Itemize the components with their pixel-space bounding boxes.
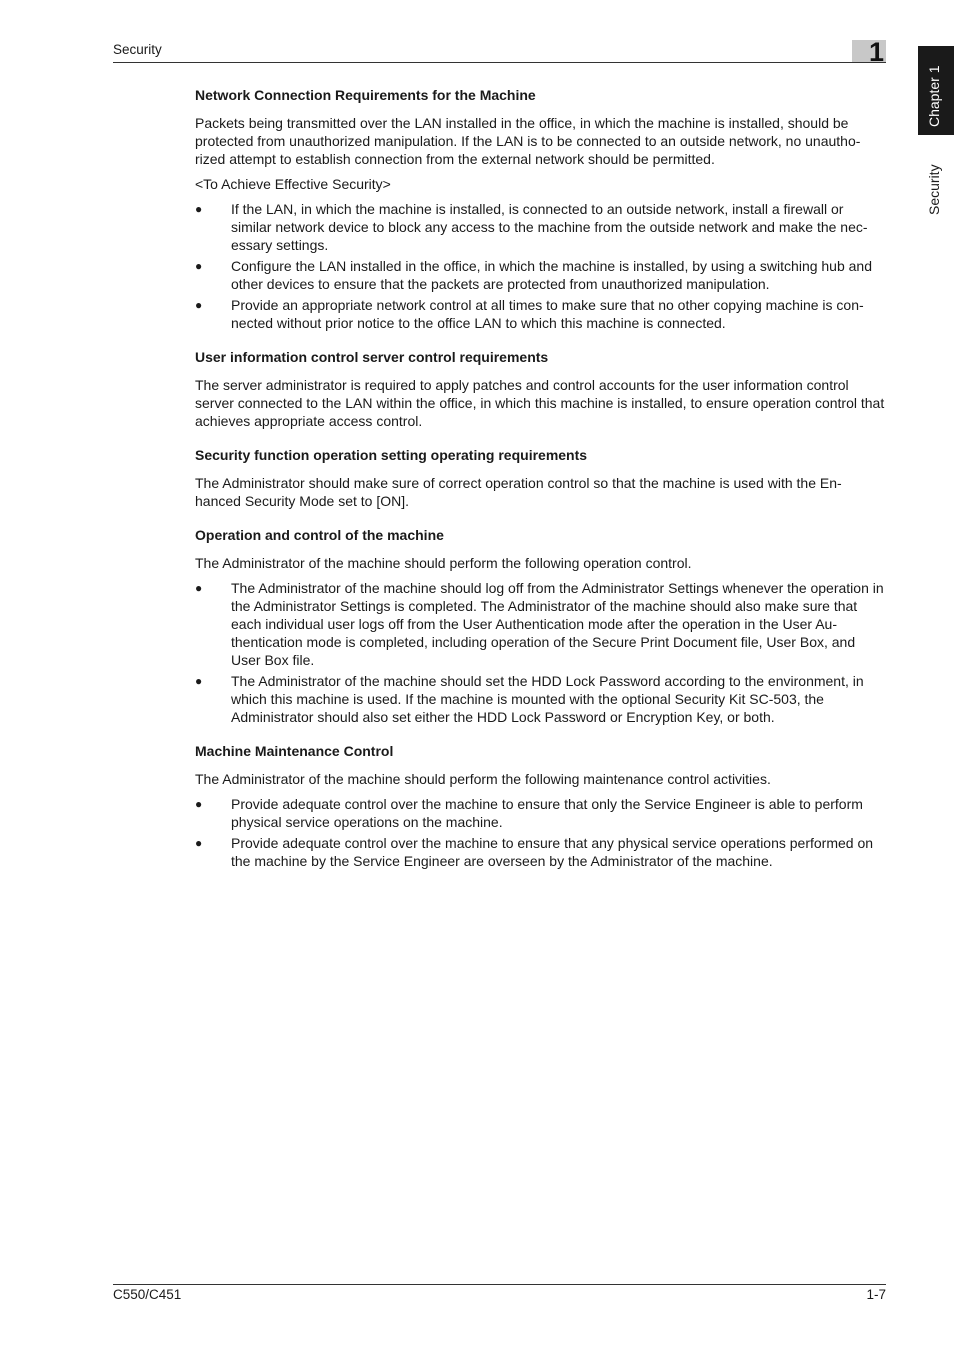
main-content [195, 86, 886, 873]
chapter-number: 1 [868, 37, 884, 67]
bullet-dot-icon: ● [195, 298, 203, 312]
bullet-dot-icon: ● [195, 674, 203, 688]
header-title: Security [113, 42, 162, 57]
bullet-item [195, 257, 886, 293]
bullet-text: Configure the LAN installed in the office, in which the machine is installed, by using a switching hub and other devices to ensure that the packets are protected from unauthorized manipulation. [231, 258, 873, 292]
body-paragraph: Packets being transmitted over the LAN installed in the office, in which the machine is installed, should be protected from unauthorized manipulation. If the LAN is to be connected to an outside network, no unautho-rized attempt to establish connection from the external network should be permitted. [195, 115, 861, 167]
bullet-text: If the LAN, in which the machine is installed, is connected to an outside network, install a firewall or similar network device to block any access to the machine from the outside network and make the nec-essary settings. [231, 201, 868, 253]
side-tab-chapter-label: Chapter 1 [926, 65, 942, 127]
body-paragraph: The server administrator is required to apply patches and control accounts for the user information control server connected to the LAN within the office, in which this machine is installed, to ensure operation control that achieves appropriate access control. [195, 377, 885, 429]
chapter-number-box [852, 37, 886, 67]
bullet-list [195, 200, 886, 332]
section-heading: User information control server control requirements [195, 349, 549, 365]
section-heading: Network Connection Requirements for the Machine [195, 87, 536, 103]
bullet-dot-icon: ● [195, 202, 203, 216]
body-paragraph: <To Achieve Effective Security> [195, 176, 391, 192]
footer-model: C550/C451 [113, 1287, 182, 1302]
bullet-item [195, 296, 886, 332]
body-paragraph: The Administrator of the machine should perform the following operation control. [195, 555, 692, 571]
footer-divider [113, 1284, 886, 1285]
bullet-text: Provide an appropriate network control at all times to make sure that no other copying machine is con-nected without prior notice to the office LAN to which this machine is connected. [231, 297, 864, 331]
bullet-item [195, 200, 886, 254]
header-divider [113, 62, 886, 63]
bullet-dot-icon: ● [195, 836, 203, 850]
bullet-item [195, 795, 886, 831]
bullet-text: Provide adequate control over the machine to ensure that any physical service operations performed on the machine by the Service Engineer are overseen by the Administrator of the machine. [231, 835, 874, 869]
section-heading: Security function operation setting operating requirements [195, 447, 588, 463]
bullet-dot-icon: ● [195, 581, 203, 595]
bullet-item [195, 834, 886, 870]
bullet-dot-icon: ● [195, 797, 203, 811]
bullet-dot-icon: ● [195, 259, 203, 273]
bullet-item [195, 579, 886, 669]
bullet-text: Provide adequate control over the machine to ensure that only the Service Engineer is able to perform physical service operations on the machine. [231, 796, 863, 830]
body-paragraph: The Administrator of the machine should perform the following maintenance control activities. [195, 771, 771, 787]
side-tab-section-label: Security [926, 164, 942, 215]
bullet-list [195, 795, 886, 870]
bullet-text: The Administrator of the machine should log off from the Administrator Settings whenever the operation in the Administrator Settings is completed. The Administrator of the machine should also make sure that each individual user logs off from the User Authentication mode after the operation in the User Au-thentication mode is completed, including operation of the Secure Print Document file, User Box, and User Box file. [231, 580, 884, 668]
section-heading: Machine Maintenance Control [195, 743, 394, 759]
section-heading: Operation and control of the machine [195, 527, 444, 543]
bullet-list [195, 579, 886, 726]
bullet-item [195, 672, 886, 726]
bullet-text: The Administrator of the machine should set the HDD Lock Password according to the environment, in which this machine is used. If the machine is mounted with the optional Security Kit SC-503, the Administrator should also set either the HDD Lock Password or Encryption Key, or both. [231, 673, 864, 725]
body-paragraph: The Administrator should make sure of correct operation control so that the machine is used with the En-hanced Security Mode set to [ON]. [195, 475, 842, 509]
footer-page-number: 1-7 [866, 1287, 886, 1302]
